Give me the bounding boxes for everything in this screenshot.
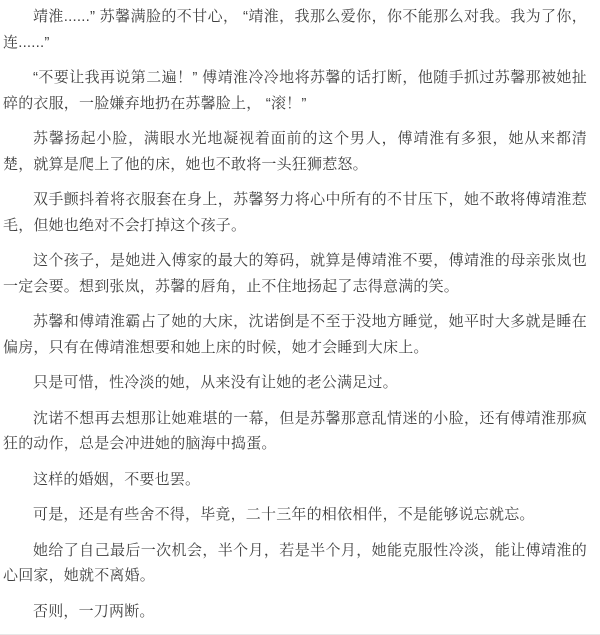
- novel-paragraph: “不要让我再说第二遍！” 傅靖淮冷冷地将苏馨的话打断，他随手抓过苏馨那被她扯碎的衣服，一脸嫌弃地扔在苏馨脸上， “滚！”: [3, 69, 587, 112]
- novel-paragraph: 可是，还是有些舍不得，毕竟，二十三年的相依相伴，不是能够说忘就忘。: [33, 506, 535, 523]
- novel-paragraph: 双手颤抖着将衣服套在身上，苏馨努力将心中所有的不甘压下，她不敢将傅靖淮惹毛，但她也绝对不会打掉这个孩子。: [3, 191, 587, 234]
- novel-paragraph: 沈诺不想再去想那让她难堪的一幕，但是苏馨那意乱情迷的小脸，还有傅靖淮那疯狂的动作，总是会冲进她的脑海中捣蛋。: [3, 409, 587, 452]
- novel-paragraph: 苏馨扬起小脸，满眼水光地凝视着面前的这个男人，傅靖淮有多狠，她从来都清楚，就算是爬上了他的床，她也不敢将一头狂狮惹怒。: [3, 130, 587, 173]
- novel-paragraph: 只是可惜，性冷淡的她，从来没有让她的老公满足过。: [33, 374, 398, 391]
- novel-paragraph: 靖淮......” 苏馨满脸的不甘心， “靖淮，我那么爱你，你不能那么对我。我为了你，连......”: [3, 8, 587, 51]
- novel-paragraph: 苏馨和傅靖淮霸占了她的大床，沈诺倒是不至于没地方睡觉，她平时大多就是睡在偏房，只有在傅靖淮想要和她上床的时候，她才会睡到大床上。: [3, 313, 587, 356]
- novel-paragraph: 这样的婚姻，不要也罢。: [33, 470, 201, 488]
- novel-paragraph: 她给了自己最后一次机会，半个月，若是半个月，她能克服性冷淡，能让傅靖淮的心回家，她就不离婚。: [3, 541, 587, 584]
- novel-paragraph: 否则，一刀两断。: [33, 602, 155, 620]
- novel-paragraph: 这个孩子，是她进入傅家的最大的筹码，就算是傅靖淮不要，傅靖淮的母亲张岚也一定会要。想到张岚，苏馨的唇角，止不住地扬起了志得意满的笑。: [3, 252, 587, 295]
